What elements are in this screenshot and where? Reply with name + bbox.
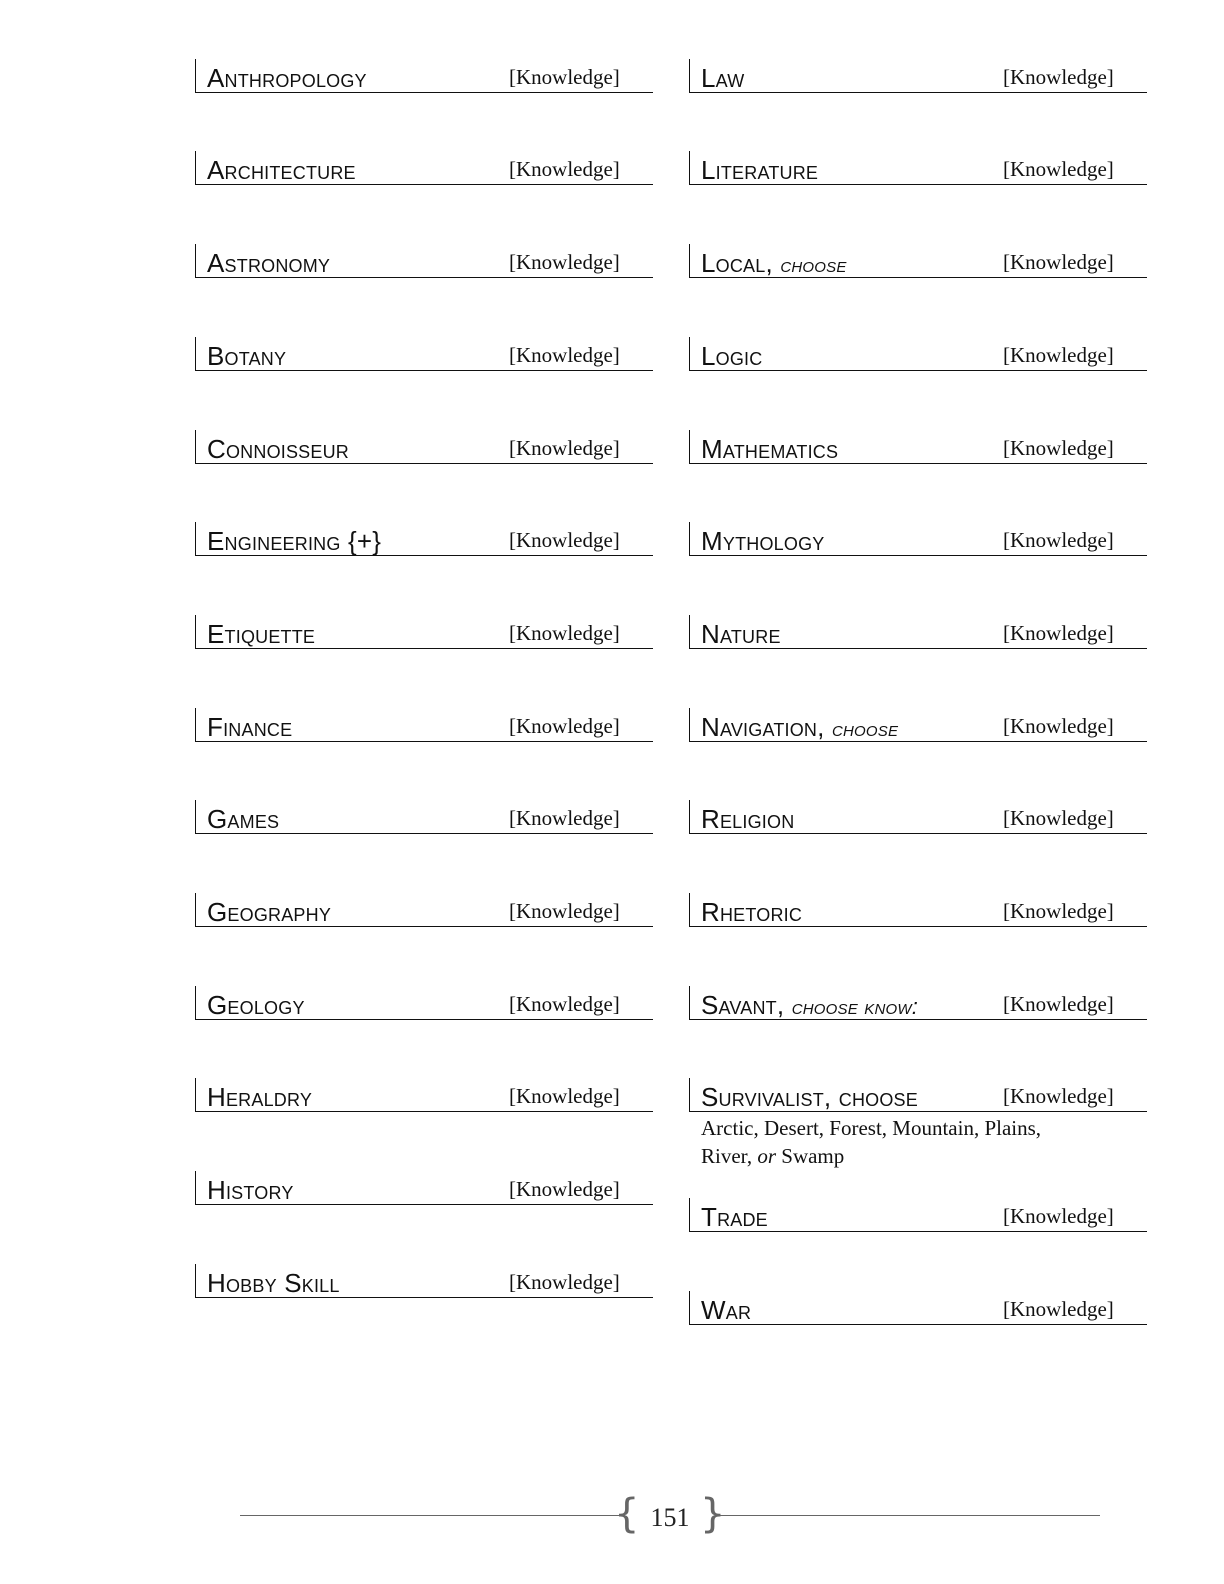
footer-rule-left <box>240 1515 622 1516</box>
skill-entry-local <box>689 244 1147 278</box>
skill-entry-etiquette <box>195 615 653 649</box>
skill-entry-survivalist <box>689 1078 1147 1112</box>
skill-category-tag: [Knowledge] <box>1003 343 1114 367</box>
skill-name: Religion <box>701 804 795 834</box>
skill-entry-anthropology <box>195 59 653 93</box>
skill-entry-connoisseur <box>195 430 653 464</box>
skill-name: Trade <box>701 1202 768 1232</box>
skill-entry-hobby-skill <box>195 1264 653 1298</box>
skill-name <box>701 250 847 276</box>
skill-name <box>701 714 898 740</box>
skill-name-text: Navigation, <box>701 712 832 742</box>
skill-category-tag: [Knowledge] <box>509 65 620 89</box>
skill-name-text: Local, <box>701 248 781 278</box>
skill-category-tag: [Knowledge] <box>1003 157 1114 181</box>
skill-entry-logic <box>689 337 1147 371</box>
skill-entry-games <box>195 800 653 834</box>
skill-entry-law <box>689 59 1147 93</box>
skill-entry-navigation <box>689 708 1147 742</box>
skill-name: History <box>207 1175 294 1205</box>
skill-qualifier: choose <box>831 716 899 741</box>
survivalist-options-note <box>701 1114 1141 1170</box>
skill-entry-finance <box>195 708 653 742</box>
skill-category-tag: [Knowledge] <box>509 1177 620 1201</box>
skill-entry-botany <box>195 337 653 371</box>
footer-rule-right <box>720 1515 1100 1516</box>
skill-entry-history <box>195 1171 653 1205</box>
skill-entry-trade <box>689 1198 1147 1232</box>
skill-name: Geography <box>207 897 332 927</box>
survivalist-note-line-1: Arctic, Desert, Forest, Mountain, Plains, <box>701 1116 1042 1140</box>
skill-name: Mathematics <box>701 434 839 464</box>
skill-entry-religion <box>689 800 1147 834</box>
skill-entry-architecture <box>195 151 653 185</box>
skill-name: Survivalist, choose <box>701 1082 918 1112</box>
skill-category-tag: [Knowledge] <box>509 621 620 645</box>
skill-name: Games <box>207 804 280 834</box>
skill-qualifier: choose <box>780 252 847 277</box>
skill-category-tag: [Knowledge] <box>1003 899 1114 923</box>
skill-category-tag: [Knowledge] <box>1003 250 1114 274</box>
skill-name: Etiquette <box>207 619 316 649</box>
skill-qualifier: choose know: <box>791 994 919 1019</box>
skill-category-tag: [Knowledge] <box>1003 528 1114 552</box>
skill-name: Logic <box>701 341 763 371</box>
skill-name: Nature <box>701 619 781 649</box>
skill-name: Hobby Skill <box>207 1268 340 1298</box>
skill-name: Astronomy <box>207 248 331 278</box>
skill-entry-heraldry <box>195 1078 653 1112</box>
skill-name: Connoisseur <box>207 434 349 464</box>
skill-entry-mathematics <box>689 430 1147 464</box>
skill-category-tag: [Knowledge] <box>509 1270 620 1294</box>
skill-entry-nature <box>689 615 1147 649</box>
skill-name: Architecture <box>207 155 356 185</box>
skill-name: War <box>701 1295 752 1325</box>
skill-entry-savant <box>689 986 1147 1020</box>
skill-category-tag: [Knowledge] <box>509 899 620 923</box>
note-text: River, <box>701 1144 758 1168</box>
skill-category-tag: [Knowledge] <box>1003 806 1114 830</box>
skill-name-text: Savant, <box>701 990 792 1020</box>
note-emphasis: or <box>757 1144 777 1168</box>
skill-name: Botany <box>207 341 287 371</box>
left-brace-ornament: { <box>614 1491 640 1537</box>
skill-category-tag: [Knowledge] <box>1003 621 1114 645</box>
right-brace-ornament: } <box>700 1491 726 1537</box>
skill-entry-geology <box>195 986 653 1020</box>
skill-category-tag: [Knowledge] <box>1003 436 1114 460</box>
skill-category-tag: [Knowledge] <box>1003 992 1114 1016</box>
skill-entry-astronomy <box>195 244 653 278</box>
skill-name: Rhetoric <box>701 897 803 927</box>
skill-category-tag: [Knowledge] <box>1003 1297 1114 1321</box>
skill-name: Heraldry <box>207 1082 313 1112</box>
skill-category-tag: [Knowledge] <box>509 806 620 830</box>
skill-category-tag: [Knowledge] <box>509 343 620 367</box>
skill-entry-war <box>689 1291 1147 1325</box>
skill-category-tag: [Knowledge] <box>509 714 620 738</box>
skill-entry-rhetoric <box>689 893 1147 927</box>
skill-entry-literature <box>689 151 1147 185</box>
skill-category-tag: [Knowledge] <box>1003 1204 1114 1228</box>
skill-name: Law <box>701 63 745 93</box>
skill-category-tag: [Knowledge] <box>509 992 620 1016</box>
skill-category-tag: [Knowledge] <box>509 528 620 552</box>
skill-entry-mythology <box>689 522 1147 556</box>
note-text: Swamp <box>776 1144 845 1168</box>
skill-name: Engineering {+} <box>207 526 382 556</box>
skill-name <box>701 992 918 1018</box>
skill-name: Geology <box>207 990 305 1020</box>
skill-entry-geography <box>195 893 653 927</box>
skill-category-tag: [Knowledge] <box>1003 65 1114 89</box>
skill-category-tag: [Knowledge] <box>509 436 620 460</box>
skill-entry-engineering <box>195 522 653 556</box>
skill-name: Anthropology <box>207 63 367 93</box>
skill-category-tag: [Knowledge] <box>1003 714 1114 738</box>
skill-category-tag: [Knowledge] <box>1003 1084 1114 1108</box>
skill-category-tag: [Knowledge] <box>509 157 620 181</box>
skill-name: Finance <box>207 712 293 742</box>
skill-name: Mythology <box>701 526 825 556</box>
skill-name: Literature <box>701 155 819 185</box>
survivalist-note-line-2 <box>701 1142 1141 1170</box>
page-number: 151 <box>650 1503 690 1532</box>
skill-category-tag: [Knowledge] <box>509 1084 620 1108</box>
skill-category-tag: [Knowledge] <box>509 250 620 274</box>
